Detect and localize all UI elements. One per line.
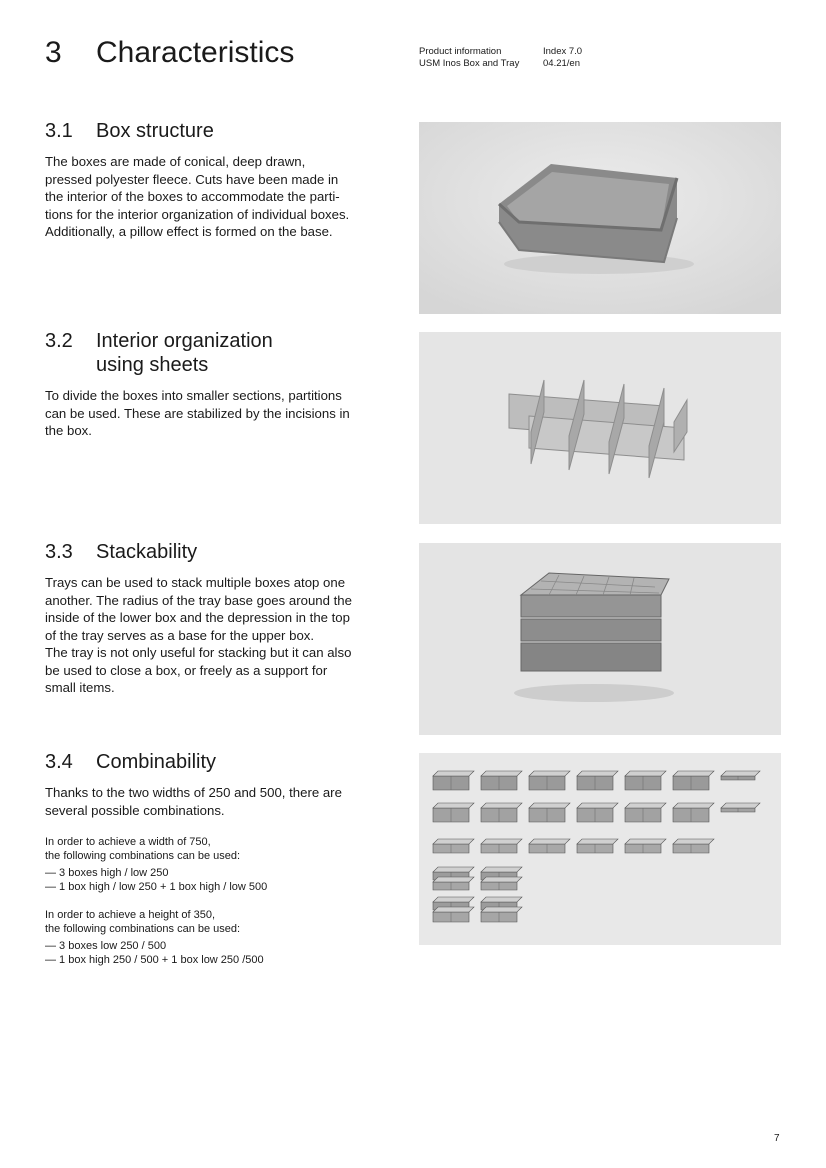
body-line: To divide the boxes into smaller sections, partitions [45,388,342,403]
width-item: — 1 box high / low 250 + 1 box high / low 500 [45,881,268,893]
index-label: Index 7.0 [543,46,583,57]
body-line: several possible combinations. [45,802,225,818]
combination-box-icon [625,839,666,853]
section-title: Combinability [96,751,217,773]
combination-box-icon [481,771,522,790]
body-line: the interior of the boxes to accommodate the parti- [45,189,340,204]
combination-box-icon [529,803,570,822]
combination-box-icon [433,907,474,922]
combination-box-icon [481,839,522,853]
body-line: The boxes are made of conical, deep drawn, [45,154,306,169]
body-line: Thanks to the two widths of 250 and 500, there are [45,785,342,800]
height-combinations [45,908,390,967]
height-intro-line: In order to achieve a height of 350, [45,909,216,921]
width-intro-line: the following combinations can be used: [45,850,241,862]
body-line: The tray is not only useful for stacking but it can also [45,645,352,660]
chapter-number: 3 [45,36,62,69]
combination-box-icon [433,839,474,853]
width-item: — 3 boxes high / low 250 [45,867,169,879]
combination-box-icon [721,771,760,780]
section-number: 3.2 [45,330,73,352]
title-line: using sheets [96,354,209,376]
combination-box-icon [577,771,618,790]
combination-box-icon [577,839,618,853]
section-number: 3.4 [45,751,73,773]
body-line: be used to close a box, or freely as a support for [45,662,328,678]
combination-box-icon [433,877,474,890]
height-item: — 3 boxes low 250 / 500 [45,940,167,952]
combination-box-icon [673,839,714,853]
combination-box-icon [481,877,522,890]
combination-box-icon [529,771,570,790]
combination-box-icon [577,803,618,822]
page-number: 7 [774,1133,780,1144]
section-body [45,387,390,440]
section-body [45,574,390,697]
partition-sheets-image [419,332,781,524]
combination-box-icon [673,803,714,822]
body-line: pressed polyester fleece. Cuts have been made in [45,171,339,187]
body-line: Additionally, a pillow effect is formed on the base. [45,224,333,239]
section-number: 3.1 [45,120,73,142]
stacked-boxes-image [419,543,781,735]
width-combinations [45,835,390,894]
combinations-image [419,753,781,945]
combination-box-icon [673,771,714,790]
body-line: can be used. These are stabilized by the incisions in [45,405,350,421]
section-title: Stackability [96,541,198,563]
combination-box-icon [481,907,522,922]
body-line: Trays can be used to stack multiple boxes atop one [45,575,346,590]
combination-box-icon [625,803,666,822]
combination-box-icon [433,803,474,822]
section-title [96,329,273,377]
chapter-title: Characteristics [96,36,295,69]
height-intro-line: the following combinations can be used: [45,923,241,935]
product-info-label: Product information [419,46,502,57]
body-line: tions for the interior organization of individual boxes. [45,206,350,222]
header-product-block [419,46,519,70]
section-number: 3.3 [45,541,73,563]
combination-box-icon [625,771,666,790]
version-label: 04.21/en [543,58,580,69]
combination-box-icon [481,803,522,822]
section-title: Box structure [96,120,214,142]
body-line: another. The radius of the tray base goes around the [45,592,352,608]
product-name: USM Inos Box and Tray [419,58,520,69]
section-body [45,153,390,241]
combination-box-icon [433,771,474,790]
combination-box-icon [721,803,760,812]
body-line: of the tray serves as a base for the upper box. [45,627,315,643]
combinations-illustration [419,753,781,945]
title-line: Interior organization [96,330,273,352]
section-body [45,784,390,819]
box-structure-image [419,122,781,314]
combination-box-icon [529,839,570,853]
body-line: the box. [45,423,92,438]
height-item: — 1 box high 250 / 500 + 1 box low 250 /500 [45,954,264,966]
width-intro-line: In order to achieve a width of 750, [45,836,211,848]
header-index-block [543,46,582,70]
body-line: inside of the lower box and the depression in the top [45,610,350,625]
body-line: small items. [45,680,115,695]
